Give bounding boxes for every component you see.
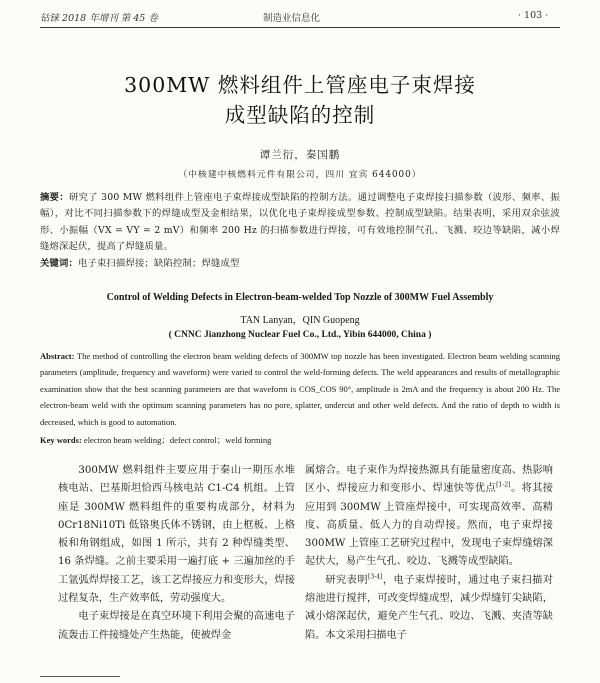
authors-cn: 谭兰衍，秦国鹏 bbox=[259, 149, 341, 161]
body-left-p2: 电子束焊接是在真空环境下利用会聚的高速电子流轰击工件接缝处产生热能，使被焊金 bbox=[58, 611, 295, 641]
title-cn-line1: 300MW 燃料组件上管座电子束焊接 bbox=[124, 73, 476, 97]
affiliation-en: ( CNNC Jianzhong Nuclear Fuel Co., Ltd., Yibin 644000, China ) bbox=[168, 330, 432, 340]
abstract-cn-label: 摘要： bbox=[40, 192, 69, 203]
abstract-en bbox=[40, 348, 560, 430]
title-cn-line2: 成型缺陷的控制 bbox=[224, 103, 376, 127]
title-en: Control of Welding Defects in Electron-beam-welded Top Nozzle of 300MW Fuel Assembly bbox=[106, 292, 494, 303]
abstract-cn bbox=[40, 190, 560, 256]
affiliation-cn: （中核建中核燃料元件有限公司，四川 宜宾 644000） bbox=[178, 170, 422, 180]
journal-header: 钻铼 2018 年增刊 第 45 卷 bbox=[40, 13, 158, 24]
abstract-en-text: The method of controlling the electron beam welding defects of 300MW top nozzle has been investigated. Electron beam welding scanning parameters (amplitude, frequency and waveform) were varied to control the weld-forming defects. The weld appearances and results of metallographic examination show that the best scanning parameters are that waveform is COS_COS 90°, amplitude is 2mA and the frequency is about 200 Hz. The electron-beam weld with the optimum scanning parameters has no pore, splatter, undercut and other weld defects. And the ratio of depth to width is decreased, which is good to automation. bbox=[40, 351, 560, 427]
body-left-column bbox=[58, 462, 295, 645]
body-right-p2a: 研究表明 bbox=[325, 574, 369, 586]
keywords-en bbox=[40, 432, 560, 448]
abstract-en-label: Abstract: bbox=[40, 351, 75, 361]
authors-en: TAN Lanyan，QIN Guopeng bbox=[240, 315, 360, 326]
footnote-rule bbox=[40, 676, 120, 677]
keywords-cn-label: 关键词： bbox=[40, 258, 78, 269]
body-right-p2 bbox=[305, 572, 553, 645]
keywords-cn bbox=[40, 256, 560, 272]
citation-1-2: [1-2] bbox=[496, 481, 511, 489]
body-right-p1a: 属熔合。电子束作为焊接热源具有能量密度高、热影响区小、焊接应力和变形小、焊速快等优点 bbox=[305, 465, 553, 495]
header-rule bbox=[40, 27, 560, 28]
body-right-p1b: 。将其接应用到 300MW 上管座焊接中，可实现高效率、高精度、高质量、低人力的自动焊接。然而，电子束焊接 300MW 上管座工艺研究过程中，发现电子束焊缝熔深起伏大，易产生气孔、咬边、飞溅等成型缺陷。 bbox=[305, 483, 553, 568]
keywords-cn-text: 电子束扫描焊接；缺陷控制；焊缝成型 bbox=[78, 258, 240, 269]
body-right-p1 bbox=[305, 462, 553, 572]
page-number: · 103 · bbox=[518, 10, 549, 21]
keywords-en-text: electron beam welding；defect control；weld forming bbox=[83, 435, 272, 445]
keywords-en-label: Key words: bbox=[40, 435, 82, 445]
body-right-column bbox=[305, 462, 553, 645]
body-left-p1: 300MW 燃料组件主要应用于秦山一期压水堆核电站、巴基斯坦恰西马核电站 C1-C4 机组。上管座是 300MW 燃料组件的重要构成部分，材料为 0Cr18Ni10Ti 低铬奥氏体不锈钢，由上框板、上格板和角钢组成，如图 1 所示，共有 2 种焊缝类型、16 条焊缝。之前主要采用一遍打底 + 三遍加丝的手工氩弧焊焊接工艺，该工艺焊接应力和变形大，焊接过程复杂，生产效率低，劳动强度大。 bbox=[58, 465, 295, 605]
section-header: 制造业信息化 bbox=[263, 13, 321, 24]
body-right-p2b: ，电子束焊接时，通过电子束扫描对熔池进行搅拌，可改变焊缝成型，减少焊缝钉尖缺陷，减小熔深起伏，避免产生气孔、咬边、飞溅、夹渣等缺陷。本文采用扫描电子 bbox=[305, 574, 554, 641]
abstract-cn-text: 研究了 300 MW 燃料组件上管座电子束焊接成型缺陷的控制方法。通过调整电子束焊接扫描参数（波形、频率、振幅），对比不同扫描参数下的焊缝成型及金相结果，以优化电子束焊接成型参数、控制成型缺陷。结果表明，采用双余弦波形、小振幅（VX = VY = 2 mV）和频率 200 Hz 的扫描参数进行焊接，可有效地控制气孔、飞溅、咬边等缺陷，减小焊缝熔深起伏，提高了焊缝质量。 bbox=[40, 192, 560, 253]
citation-3-4: [3-4] bbox=[368, 573, 383, 581]
